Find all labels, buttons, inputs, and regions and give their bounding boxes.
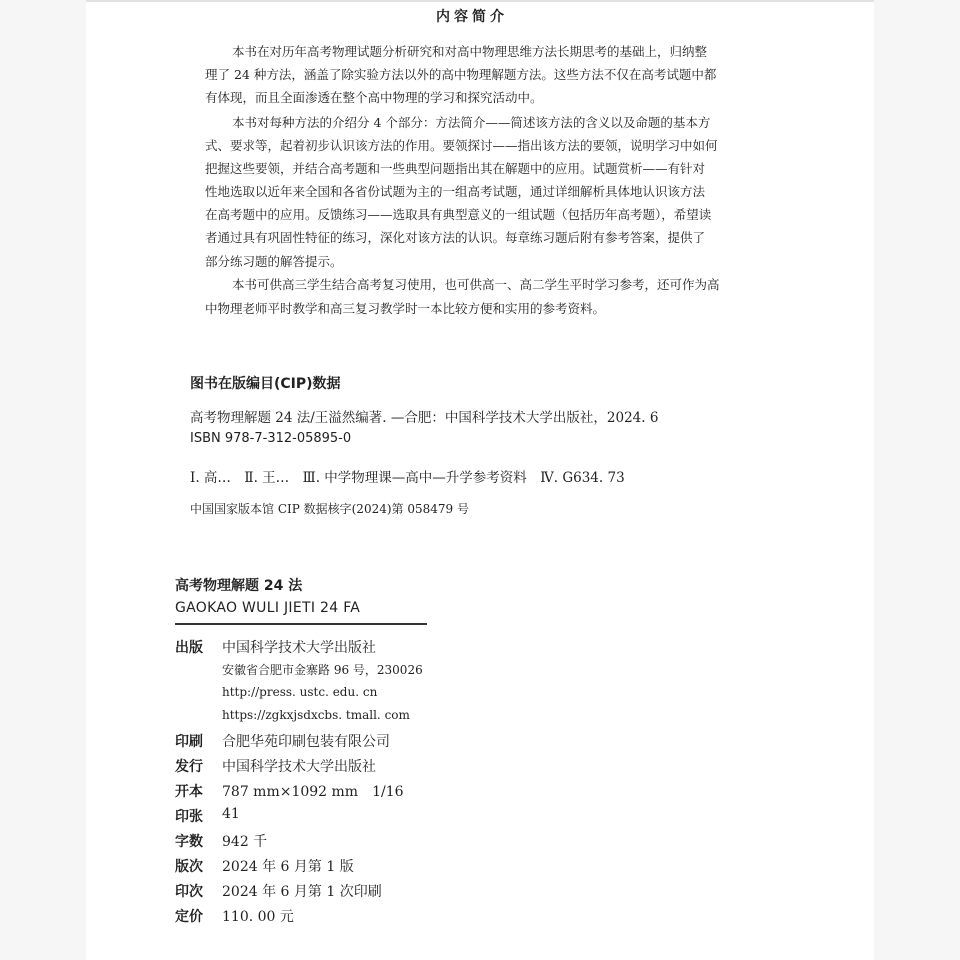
cip-note: 中国国家版本馆 CIP 数据核字(2024)第 058479 号 — [190, 502, 469, 516]
publisher-label: 出版 — [175, 640, 203, 656]
book-pinyin: GAOKAO WULI JIETI 24 FA — [175, 600, 361, 616]
intro-line: 有体现，而且全面渗透在整个高中物理的学习和探究活动中。 — [205, 90, 543, 105]
publisher-address: 安徽省合肥市金寨路 96 号，230026 — [222, 663, 423, 677]
detail-label: 定价 — [175, 909, 203, 925]
intro-line: 本书可供高三学生结合高考复习使用，也可供高一、高二学生平时学习参考，还可作为高 — [232, 277, 720, 292]
cip-isbn: ISBN 978-7-312-05895-0 — [190, 431, 352, 446]
detail-label: 开本 — [175, 784, 203, 800]
title-rule — [175, 623, 427, 625]
intro-line: 性地选取以近年来全国和各省份试题为主的一组高考试题，通过详细解析具体地认识该方法 — [205, 184, 706, 199]
detail-label: 字数 — [175, 834, 203, 850]
detail-value: 2024 年 6 月第 1 次印刷 — [222, 884, 382, 900]
detail-value: 110. 00 元 — [222, 909, 294, 925]
detail-value: 2024 年 6 月第 1 版 — [222, 859, 354, 875]
detail-label: 印次 — [175, 884, 203, 900]
intro-line: 理了 24 种方法，涵盖了除实验方法以外的高中物理解题方法。这些方法不仅在高考试题中都 — [205, 67, 717, 82]
intro-line: 者通过具有巩固性特征的练习，深化对该方法的认识。每章练习题后附有参考答案，提供了 — [205, 230, 706, 245]
intro-line: 本书对每种方法的介绍分 4 个部分：方法简介——简述该方法的含义以及命题的基本方 — [232, 115, 711, 130]
detail-value: 787 mm×1092 mm 1/16 — [222, 784, 404, 800]
detail-value: 41 — [222, 806, 240, 822]
detail-value: 中国科学技术大学出版社 — [222, 759, 376, 775]
book-title: 高考物理解题 24 法 — [175, 578, 303, 594]
cip-citation: 高考物理解题 24 法/王溢然编著. —合肥：中国科学技术大学出版社，2024. 6 — [190, 410, 659, 426]
detail-label: 发行 — [175, 759, 203, 775]
top-border — [86, 0, 874, 2]
cip-classification: Ⅰ. 高… Ⅱ. 王… Ⅲ. 中学物理课—高中—升学参考资料 Ⅳ. G634. 73 — [190, 470, 625, 486]
cip-title: 图书在版编目(CIP)数据 — [190, 376, 341, 392]
intro-line: 中物理老师平时教学和高三复习教学时一本比较方便和实用的参考资料。 — [205, 301, 606, 316]
detail-label: 印刷 — [175, 734, 203, 750]
intro-line: 本书在对历年高考物理试题分析研究和对高中物理思维方法长期思考的基础上，归纳整 — [232, 44, 708, 59]
detail-value: 合肥华苑印刷包装有限公司 — [222, 734, 390, 750]
publisher-url: http://press. ustc. edu. cn — [222, 685, 378, 699]
detail-value: 942 千 — [222, 834, 268, 850]
detail-label: 版次 — [175, 859, 203, 875]
publisher-name: 中国科学技术大学出版社 — [222, 640, 376, 656]
intro-line: 部分练习题的解答提示。 — [205, 254, 343, 269]
detail-label: 印张 — [175, 809, 203, 825]
intro-line: 把握这些要领，并结合高考题和一些典型问题指出其在解题中的应用。试题赏析——有针对 — [205, 161, 706, 176]
publisher-shop-url: https://zgkxjsdxcbs. tmall. com — [222, 708, 410, 722]
intro-title: 内容简介 — [436, 9, 508, 25]
intro-line: 式、要求等，起着初步认识该方法的作用。要领探讨——指出该方法的要领，说明学习中如何 — [205, 138, 718, 153]
intro-line: 在高考题中的应用。反馈练习——选取具有典型意义的一组试题（包括历年高考题），希望读 — [205, 207, 712, 222]
